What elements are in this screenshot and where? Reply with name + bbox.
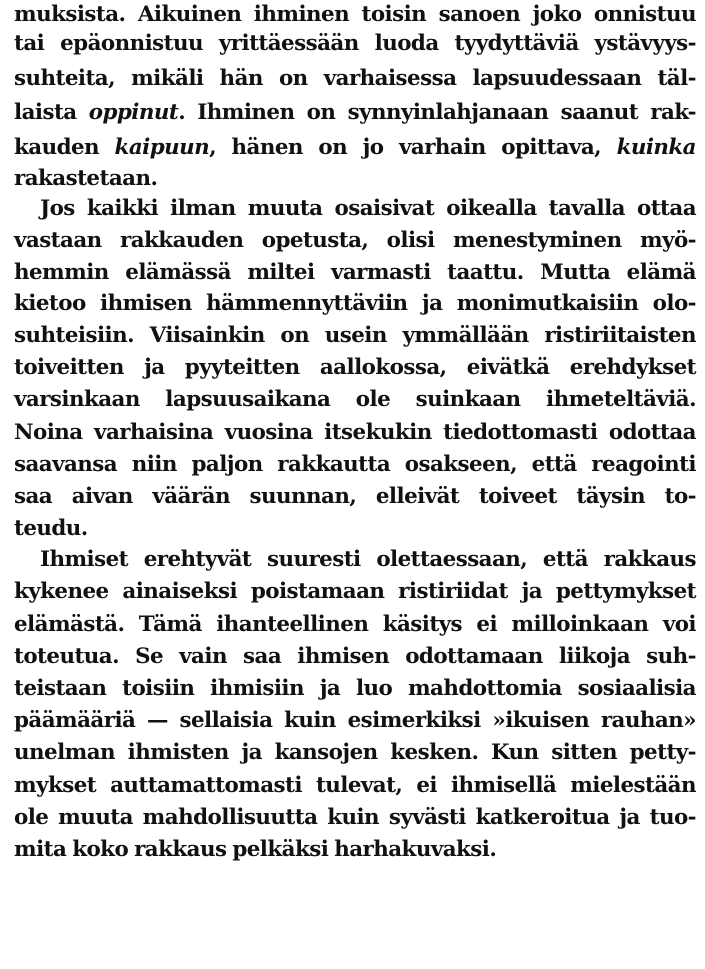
text-line [14, 133, 696, 163]
text-line: mykset auttamattomasti tulevat, ei ihmisellä mielestään [14, 773, 696, 798]
text-line [14, 98, 696, 128]
italic-word: kuinka [616, 135, 696, 160]
text-segment: , hänen on jo varhain opittava, [209, 135, 617, 160]
text-line: ole muuta mahdollisuutta kuin syvästi katkeroitua ja tuo- [14, 805, 696, 830]
text-line: Ihmiset erehtyvät suuresti olettaessaan, että rakkaus [40, 547, 696, 572]
text-line: muksista. Aikuinen ihminen toisin sanoen joko onnistuu [14, 2, 696, 27]
text-line: toteutua. Se vain saa ihmisen odottamaan liikoja suh- [14, 644, 696, 669]
text-line: teistaan toisiin ihmisiin ja luo mahdottomia sosiaalisia [14, 676, 696, 701]
text-segment: kauden [14, 135, 115, 160]
text-line: toiveitten ja pyyteitten aallokossa, eivätkä erehdykset [14, 355, 696, 380]
text-line: elämästä. Tämä ihanteellinen käsitys ei milloinkaan voi [14, 612, 696, 637]
text-line: rakastetaan. [14, 166, 158, 191]
text-line: saa aivan väärän suunnan, elleivät toiveet täysin to- [14, 484, 696, 509]
text-line: vastaan rakkauden opetusta, olisi menestyminen myö- [14, 228, 696, 253]
text-line: Jos kaikki ilman muuta osaisivat oikealla tavalla ottaa [40, 196, 696, 221]
text-line: suhteisiin. Viisainkin on usein ymmällään ristiriitaisten [14, 323, 696, 348]
text-line: unelman ihmisten ja kansojen kesken. Kun sitten petty- [14, 740, 696, 765]
text-line: Noina varhaisina vuosina itsekukin tiedottomasti odottaa [14, 420, 696, 445]
text-line: päämääriä — sellaisia kuin esimerkiksi »ikuisen rauhan» [14, 708, 696, 733]
text-segment: . Ihminen on synnyinlahjanaan saanut rak- [178, 100, 696, 125]
text-line: hemmin elämässä miltei varmasti taattu. Mutta elämä [14, 260, 696, 285]
italic-word: oppinut [88, 100, 179, 125]
text-line: suhteita, mikäli hän on varhaisessa lapsuudessaan täl- [14, 66, 696, 91]
text-line: teudu. [14, 516, 88, 541]
text-line: kykenee ainaiseksi poistamaan ristiriidat ja pettymykset [14, 579, 696, 604]
text-segment: laista [14, 100, 89, 125]
text-line: varsinkaan lapsuusaikana ole suinkaan ihmeteltäviä. [14, 387, 696, 412]
text-line: mita koko rakkaus pelkäksi harhakuvaksi. [14, 837, 497, 862]
text-line: tai epäonnistuu yrittäessään luoda tyydyttäviä ystävyys- [14, 31, 696, 56]
text-line: kietoo ihmisen hämmennyttäviin ja monimutkaisiin olo- [14, 291, 696, 316]
text-line: saavansa niin paljon rakkautta osakseen, että reagointi [14, 452, 696, 477]
italic-word: kaipuun [114, 135, 210, 160]
